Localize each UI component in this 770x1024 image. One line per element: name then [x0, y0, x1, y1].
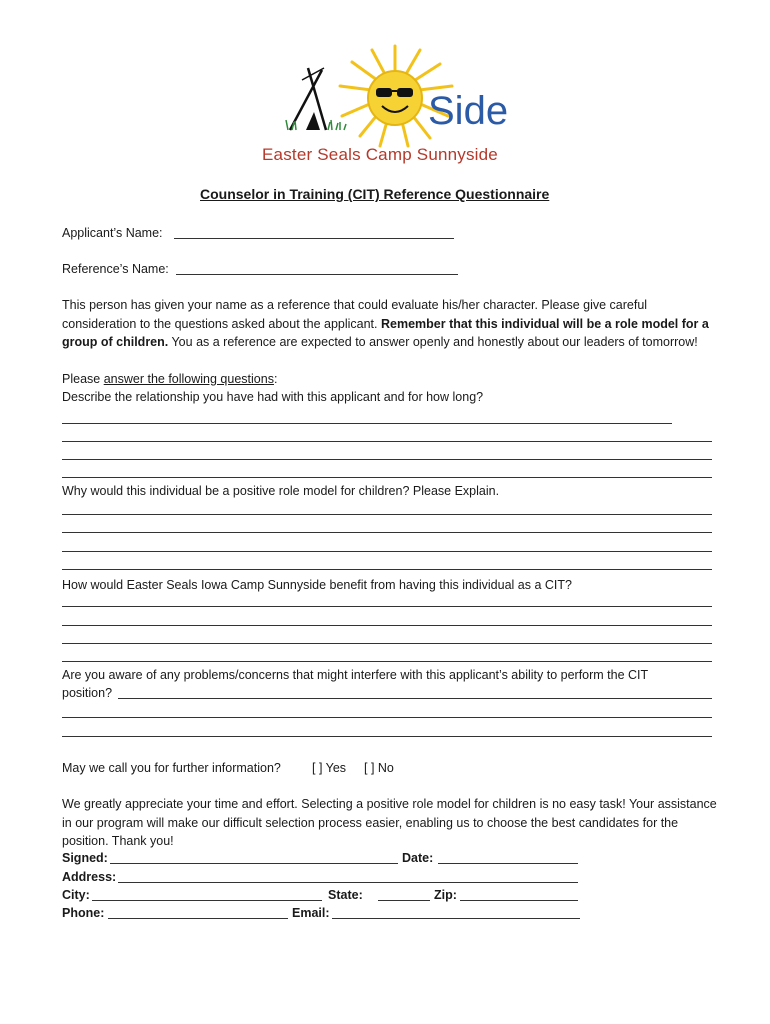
answer-line[interactable] — [62, 661, 712, 662]
answer-line[interactable] — [62, 717, 712, 718]
address-field[interactable] — [118, 882, 578, 883]
answer-line[interactable] — [62, 606, 712, 607]
intro-paragraph — [62, 296, 722, 352]
question-2: Why would this individual be a positive role model for children? Please Explain. — [62, 484, 500, 498]
answer-line[interactable] — [62, 514, 712, 515]
zip-label: Zip: — [434, 888, 457, 902]
zip-field[interactable] — [460, 900, 578, 901]
closing-paragraph: We greatly appreciate your time and effort. Selecting a positive role model for children is no easy task! Your assistance in our program will make our difficult selection process easier, enabling us to choose the best candidates for the position. Thank you! — [62, 797, 717, 848]
intro-bold: Remember that this individual will be a role model for a group of children. — [62, 316, 709, 349]
answer-line[interactable] — [62, 643, 712, 644]
answer-line[interactable] — [62, 532, 712, 533]
state-field[interactable] — [378, 900, 430, 901]
city-field[interactable] — [92, 900, 322, 901]
instruction: Please answer the following questions: — [62, 372, 278, 386]
state-label: State: — [328, 888, 363, 902]
answer-line[interactable] — [62, 569, 712, 570]
page-title: Counselor in Training (CIT) Reference Questionnaire — [200, 186, 550, 202]
yes-checkbox[interactable]: [ ] Yes — [312, 761, 347, 775]
city-label: City: — [62, 888, 90, 902]
tent-icon — [290, 68, 326, 130]
address-label: Address: — [62, 870, 117, 884]
date-label: Date: — [402, 851, 434, 865]
instruction-underlined: answer the following questions — [103, 372, 274, 386]
phone-label: Phone: — [62, 906, 105, 920]
email-field[interactable] — [332, 918, 580, 919]
reference-name-label: Reference’s Name: — [62, 262, 169, 276]
intro-text-2: You as a reference are expected to answer openly and honestly about our leaders of tomorrow! — [168, 335, 698, 349]
logo-word: Side — [428, 89, 509, 133]
answer-line[interactable] — [118, 698, 712, 699]
sun-face — [368, 71, 422, 125]
answer-line[interactable] — [62, 459, 712, 460]
reference-name-field[interactable] — [176, 274, 458, 275]
answer-line[interactable] — [62, 625, 712, 626]
email-label: Email: — [292, 906, 330, 920]
signed-field[interactable] — [110, 863, 398, 864]
sunglasses-icon — [376, 88, 392, 97]
question-1: Describe the relationship you have had with this applicant and for how long? — [62, 390, 484, 404]
answer-line[interactable] — [62, 736, 712, 737]
logo-caption: Easter Seals Camp Sunnyside — [262, 145, 498, 164]
applicant-name-field[interactable] — [174, 238, 454, 239]
signed-label: Signed: — [62, 851, 108, 865]
intro-text-1: This person has given your name as a reference that could evaluate his/her character. Please give careful consideration to the questions asked about the applicant. — [62, 298, 648, 331]
date-field[interactable] — [438, 863, 578, 864]
answer-line[interactable] — [62, 551, 712, 552]
camp-sunnyside-logo — [280, 38, 509, 198]
question-4-line-1: Are you aware of any problems/concerns that might interfere with this applicant’s ability to perform the CIT — [62, 668, 649, 682]
question-4-line-2: position? — [62, 686, 113, 700]
no-checkbox[interactable]: [ ] No — [364, 761, 394, 775]
answer-line[interactable] — [62, 423, 672, 424]
question-3: How would Easter Seals Iowa Camp Sunnyside benefit from having this individual as a CIT? — [62, 578, 572, 592]
answer-line[interactable] — [62, 477, 712, 478]
answer-line[interactable] — [62, 441, 712, 442]
phone-field[interactable] — [108, 918, 288, 919]
applicant-name-label: Applicant’s Name: — [62, 226, 163, 240]
contact-question: May we call you for further information? — [62, 761, 281, 775]
